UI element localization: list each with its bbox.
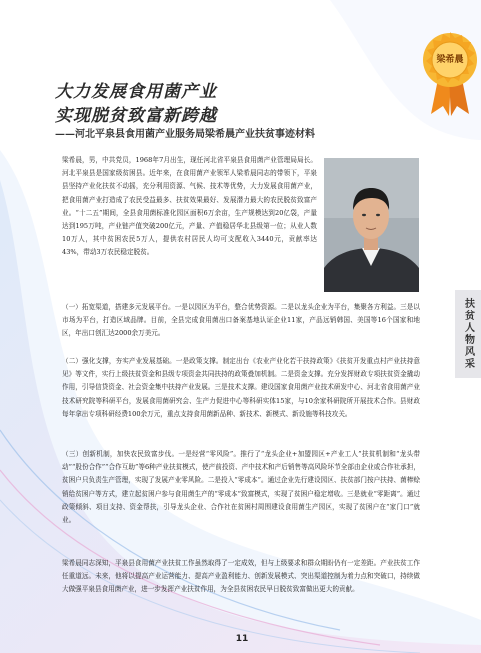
- badge-name-label: 梁希晨: [436, 55, 464, 65]
- article-headline: [55, 80, 217, 128]
- headline-line-1: 大力发展食用菌产业: [55, 82, 217, 102]
- article-subtitle: ——河北平泉县食用菌产业服务局梁希晨产业扶贫事迹材料: [55, 129, 315, 140]
- paragraph-mechanism: （三）创新机制，加快农民致富步伐。一是经营“零风险”。推行了“龙头企业+加盟园区+产业工人”扶贫机制和“龙头带动”“股份合作”“合作互助”等6种产业扶贫模式，使产前投资、产中技术和产后销售等高风险环节全部由企业或合作社承担，贫困户只负责生产管理，实现了发展产业零风险。二是投入“零成本”。通过企业先行建设园区、扶贫部门按户扶持、菌棒赊销给贫困户等方式，建立起贫困户参与食用菌生产的“零成本”致富模式，实现了贫困户稳定增收。三是就业“零距离”。通过政策倾斜、项目支持、资金帮扶，引导龙头企业、合作社在贫困村周围建设食用菌生产园区，实现了贫困户在“家门口”就业。: [62, 450, 420, 525]
- section-side-tab: [455, 290, 481, 378]
- paragraph-support: （二）强化支撑，夯实产业发展基础。一是政策支撑。制定出台《农业产业化若干扶持政策》《扶贫开发重点村产业扶持意见》等文件，实行上级扶贫资金和县级专项资金共同扶持的政策叠加机制。二是资金支撑。充分发挥财政专项扶贫资金撬动作用，引导信贷资金、社会资金集中扶持产业发展。三是技术支撑。建设国家食用菌产业技术研发中心、河北省食用菌产业技术研究院等科研平台，发展食用菌研究会、生产力促进中心等科研实体15家，与10余家科研院所开展技术合作。县财政每年拿出专项科研经费100余万元，重点支持食用菌新品种、新技术、新模式、新设施等科技攻关。: [62, 357, 420, 418]
- paragraph-channels: （一）拓宽渠道，搭建多元发展平台。一是以园区为平台，整合优势资源。二是以龙头企业为平台，集聚各方利益。三是以市场为平台，打造区域品牌。目前，全县完成食用菌出口备案基地认证企业11家，产品远销韩国、美国等16个国家和地区，年出口创汇达2000余万美元。: [62, 303, 420, 338]
- page-number: 11: [235, 634, 249, 644]
- paragraph-conclusion: 梁希晨同志深知，平泉县食用菌产业扶贫工作虽然取得了一定成效，但与上级要求和群众期盼仍有一定差距。产业扶贫工作任重道远。未来，他将以提高产业运营能力、提高产业盈利能力、创新发展模式、突出渠道控制为着力点和突破口，持续做大做强平泉县食用菌产业，进一步发挥产业扶贫作用，为全县贫困农民早日脱贫致富做出更大的贡献。: [62, 559, 420, 594]
- side-tab-label: 扶贫人物风采: [462, 298, 474, 370]
- headline-line-2: 实现脱贫致富新跨越: [55, 106, 217, 126]
- award-ribbon-icon: [421, 30, 479, 116]
- portrait-photo: [324, 158, 419, 292]
- paragraph-intro: 梁希晨，男，中共党员，1968年7月出生，现任河北省平泉县食用菌产业管理局局长。河北平泉县是国家级贫困县。近年来，在食用菌产业领军人梁希晨同志的带领下，平泉县坚持产业化扶贫不动摇，充分利用资源、气候、技术等优势，大力发展食用菌产业，把食用菌产业打造成了农民受益最多、扶贫效果最好、发展潜力最大的农民脱贫致富产业。“十二五”期间，全县食用菌标准化园区面积6万余亩，生产规模达到20亿袋，产量达到195万吨，产业链产值突破200亿元，产量、产值稳居华北县级第一位；从业人数10万人，其中贫困农民5万人，提供农村居民人均可支配收入3440元，贡献率达43%，带动3万农民稳定脱贫。: [62, 156, 317, 257]
